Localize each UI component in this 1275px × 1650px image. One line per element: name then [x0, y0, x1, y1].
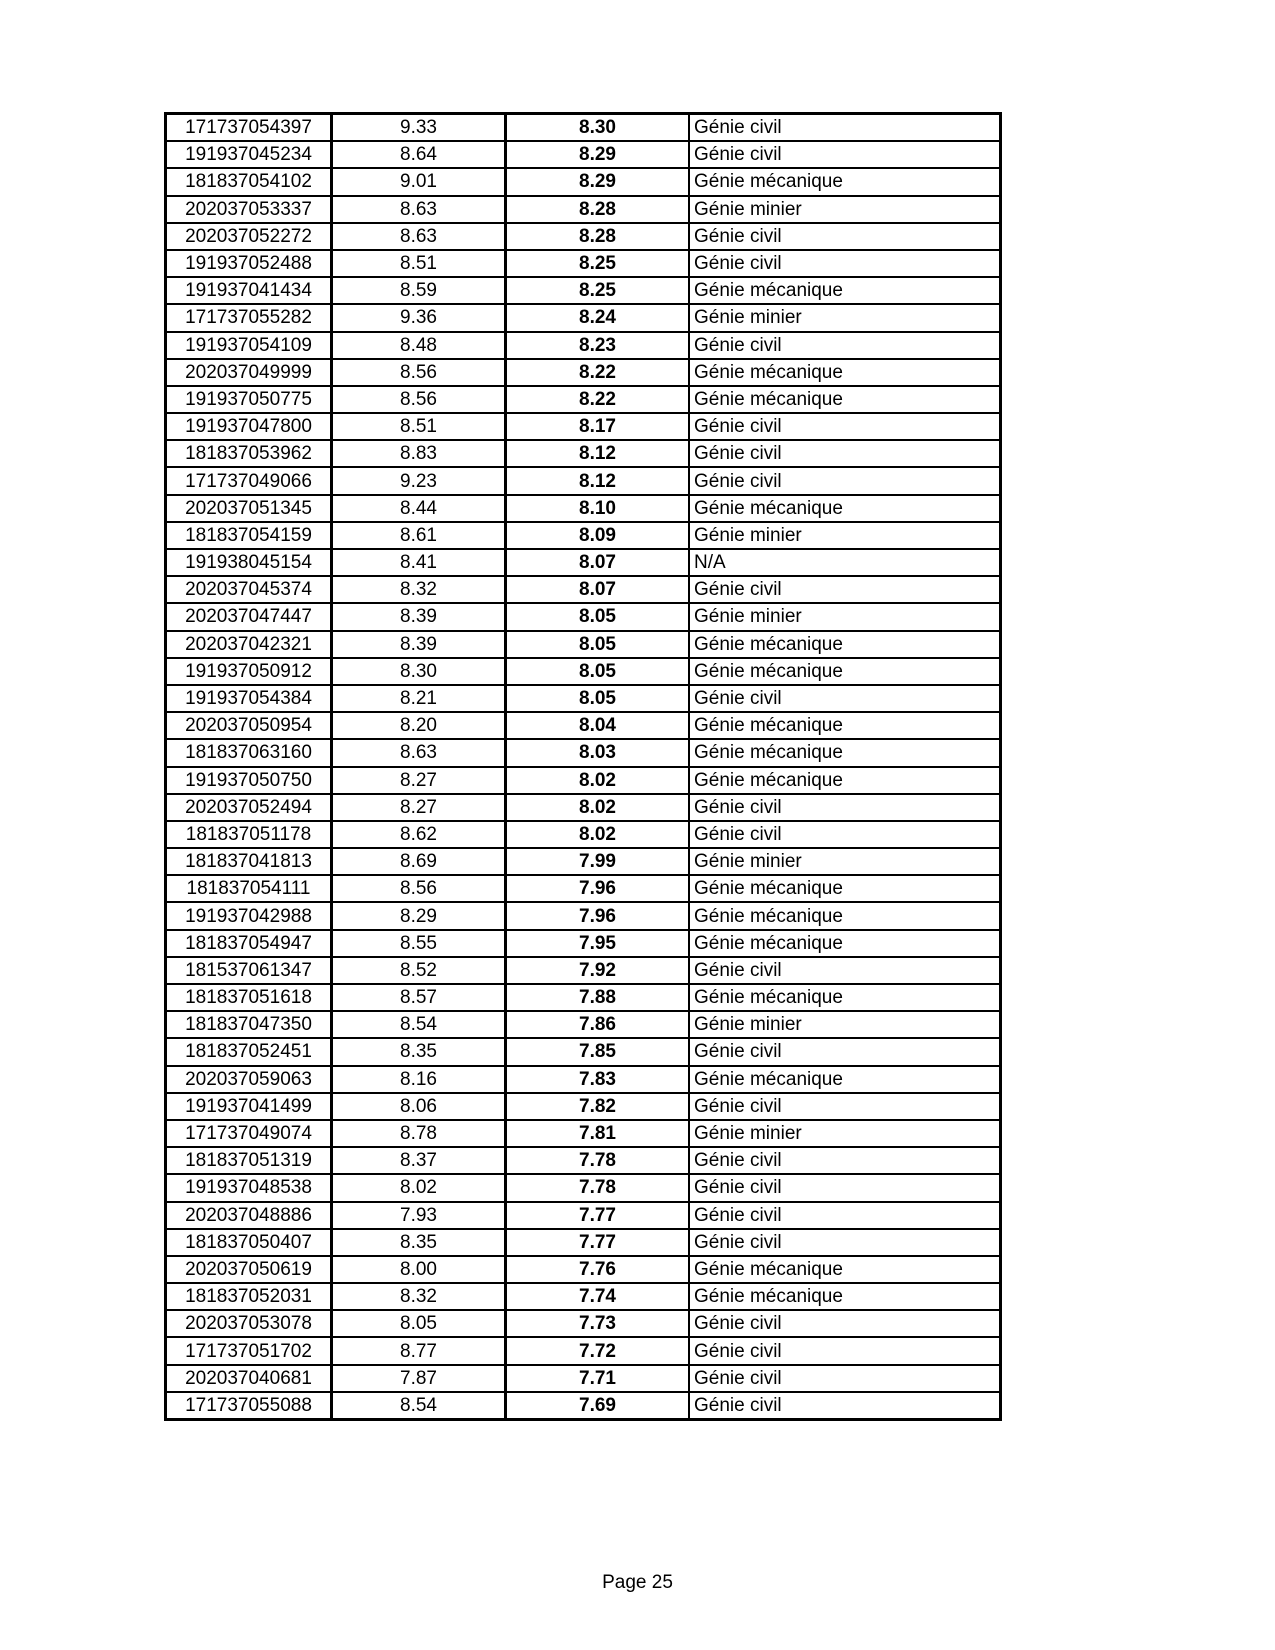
final-grade-cell: 7.81 [506, 1120, 690, 1147]
table-row [166, 250, 1001, 277]
grade-cell: 8.27 [332, 794, 506, 821]
student-id-cell: 202037040681 [166, 1365, 332, 1392]
field-cell: Génie mécanique [689, 359, 1001, 386]
field-cell: Génie mécanique [689, 930, 1001, 957]
grade-cell: 8.39 [332, 603, 506, 630]
field-cell: Génie mécanique [689, 168, 1001, 195]
grade-cell: 8.57 [332, 984, 506, 1011]
grade-cell: 8.06 [332, 1093, 506, 1120]
final-grade-cell: 8.10 [506, 495, 690, 522]
student-id-cell: 181537061347 [166, 957, 332, 984]
final-grade-cell: 8.23 [506, 332, 690, 359]
grade-cell: 9.23 [332, 467, 506, 494]
student-id-cell: 181837054111 [166, 875, 332, 902]
field-cell: Génie civil [689, 1174, 1001, 1201]
field-cell: Génie minier [689, 304, 1001, 331]
field-cell: Génie civil [689, 141, 1001, 168]
student-id-cell: 171737055088 [166, 1392, 332, 1420]
final-grade-cell: 8.07 [506, 576, 690, 603]
final-grade-cell: 8.29 [506, 168, 690, 195]
field-cell: Génie civil [689, 957, 1001, 984]
table-row [166, 223, 1001, 250]
final-grade-cell: 7.99 [506, 848, 690, 875]
field-cell: Génie civil [689, 467, 1001, 494]
student-id-cell: 202037052272 [166, 223, 332, 250]
grade-cell: 8.37 [332, 1147, 506, 1174]
field-cell: Génie civil [689, 223, 1001, 250]
student-id-cell: 202037052494 [166, 794, 332, 821]
table-row [166, 1365, 1001, 1392]
student-id-cell: 202037045374 [166, 576, 332, 603]
grade-cell: 9.01 [332, 168, 506, 195]
final-grade-cell: 8.28 [506, 196, 690, 223]
final-grade-cell: 8.12 [506, 440, 690, 467]
grade-cell: 8.39 [332, 631, 506, 658]
final-grade-cell: 7.78 [506, 1174, 690, 1201]
page-number: Page 25 [602, 1572, 673, 1593]
final-grade-cell: 7.92 [506, 957, 690, 984]
field-cell: N/A [689, 549, 1001, 576]
student-id-cell: 191937045234 [166, 141, 332, 168]
table-row [166, 332, 1001, 359]
grade-cell: 8.54 [332, 1011, 506, 1038]
final-grade-cell: 7.86 [506, 1011, 690, 1038]
grade-cell: 8.29 [332, 902, 506, 929]
table-row [166, 685, 1001, 712]
field-cell: Génie civil [689, 1093, 1001, 1120]
final-grade-cell: 7.77 [506, 1229, 690, 1256]
table-row [166, 359, 1001, 386]
table-row [166, 821, 1001, 848]
field-cell: Génie mécanique [689, 739, 1001, 766]
student-id-cell: 191938045154 [166, 549, 332, 576]
table-row [166, 467, 1001, 494]
grade-cell: 8.51 [332, 250, 506, 277]
grade-cell: 8.00 [332, 1256, 506, 1283]
student-id-cell: 202037049999 [166, 359, 332, 386]
table-row [166, 603, 1001, 630]
table-row [166, 739, 1001, 766]
grade-cell: 8.52 [332, 957, 506, 984]
table-row [166, 549, 1001, 576]
student-id-cell: 202037059063 [166, 1066, 332, 1093]
student-id-cell: 181837054159 [166, 522, 332, 549]
final-grade-cell: 8.29 [506, 141, 690, 168]
grade-cell: 9.36 [332, 304, 506, 331]
grade-cell: 8.32 [332, 576, 506, 603]
table-row [166, 848, 1001, 875]
final-grade-cell: 8.05 [506, 603, 690, 630]
field-cell: Génie minier [689, 1011, 1001, 1038]
table-row [166, 1392, 1001, 1420]
student-id-cell: 181837051319 [166, 1147, 332, 1174]
field-cell: Génie mécanique [689, 658, 1001, 685]
table-row [166, 576, 1001, 603]
table-row [166, 1147, 1001, 1174]
final-grade-cell: 8.25 [506, 277, 690, 304]
final-grade-cell: 8.05 [506, 658, 690, 685]
field-cell: Génie minier [689, 603, 1001, 630]
results-table-body [166, 114, 1001, 1420]
field-cell: Génie civil [689, 1365, 1001, 1392]
final-grade-cell: 7.96 [506, 875, 690, 902]
table-row [166, 631, 1001, 658]
student-id-cell: 191937041499 [166, 1093, 332, 1120]
grade-cell: 8.62 [332, 821, 506, 848]
grade-cell: 8.63 [332, 223, 506, 250]
grade-cell: 8.63 [332, 196, 506, 223]
table-row [166, 1038, 1001, 1065]
table-row [166, 413, 1001, 440]
field-cell: Génie civil [689, 1038, 1001, 1065]
table-row [166, 277, 1001, 304]
student-id-cell: 191937050750 [166, 767, 332, 794]
grade-cell: 8.78 [332, 1120, 506, 1147]
field-cell: Génie civil [689, 821, 1001, 848]
student-id-cell: 191937054384 [166, 685, 332, 712]
table-row [166, 522, 1001, 549]
final-grade-cell: 8.07 [506, 549, 690, 576]
field-cell: Génie mécanique [689, 631, 1001, 658]
field-cell: Génie mécanique [689, 495, 1001, 522]
final-grade-cell: 8.02 [506, 821, 690, 848]
grade-cell: 8.35 [332, 1038, 506, 1065]
grade-cell: 8.48 [332, 332, 506, 359]
table-row [166, 1256, 1001, 1283]
table-row [166, 1337, 1001, 1364]
final-grade-cell: 8.09 [506, 522, 690, 549]
student-id-cell: 191937048538 [166, 1174, 332, 1201]
grade-cell: 8.21 [332, 685, 506, 712]
field-cell: Génie minier [689, 522, 1001, 549]
field-cell: Génie mécanique [689, 712, 1001, 739]
field-cell: Génie civil [689, 685, 1001, 712]
student-id-cell: 191937042988 [166, 902, 332, 929]
student-id-cell: 202037053078 [166, 1310, 332, 1337]
grade-cell: 8.61 [332, 522, 506, 549]
table-row [166, 1202, 1001, 1229]
field-cell: Génie civil [689, 440, 1001, 467]
student-id-cell: 191937054109 [166, 332, 332, 359]
table-row [166, 712, 1001, 739]
student-id-cell: 202037053337 [166, 196, 332, 223]
table-row [166, 1174, 1001, 1201]
results-table [164, 112, 1002, 1421]
table-row [166, 1011, 1001, 1038]
grade-cell: 8.35 [332, 1229, 506, 1256]
table-row [166, 495, 1001, 522]
grade-cell: 8.54 [332, 1392, 506, 1420]
field-cell: Génie civil [689, 1337, 1001, 1364]
table-row [166, 1310, 1001, 1337]
table-row [166, 767, 1001, 794]
table-row [166, 168, 1001, 195]
student-id-cell: 181837053962 [166, 440, 332, 467]
grade-cell: 8.56 [332, 386, 506, 413]
table-row [166, 304, 1001, 331]
student-id-cell: 181837041813 [166, 848, 332, 875]
field-cell: Génie civil [689, 413, 1001, 440]
grade-cell: 7.93 [332, 1202, 506, 1229]
grade-cell: 8.51 [332, 413, 506, 440]
student-id-cell: 181837052031 [166, 1283, 332, 1310]
final-grade-cell: 7.71 [506, 1365, 690, 1392]
field-cell: Génie minier [689, 1120, 1001, 1147]
final-grade-cell: 8.12 [506, 467, 690, 494]
field-cell: Génie minier [689, 196, 1001, 223]
final-grade-cell: 7.85 [506, 1038, 690, 1065]
field-cell: Génie civil [689, 250, 1001, 277]
table-row [166, 1229, 1001, 1256]
student-id-cell: 202037047447 [166, 603, 332, 630]
final-grade-cell: 8.04 [506, 712, 690, 739]
field-cell: Génie civil [689, 1147, 1001, 1174]
student-id-cell: 191937041434 [166, 277, 332, 304]
final-grade-cell: 8.05 [506, 685, 690, 712]
grade-cell: 8.32 [332, 1283, 506, 1310]
field-cell: Génie civil [689, 576, 1001, 603]
final-grade-cell: 7.95 [506, 930, 690, 957]
grade-cell: 7.87 [332, 1365, 506, 1392]
final-grade-cell: 7.88 [506, 984, 690, 1011]
table-row [166, 875, 1001, 902]
student-id-cell: 202037048886 [166, 1202, 332, 1229]
grade-cell: 8.16 [332, 1066, 506, 1093]
table-row [166, 984, 1001, 1011]
final-grade-cell: 7.74 [506, 1283, 690, 1310]
final-grade-cell: 7.69 [506, 1392, 690, 1420]
field-cell: Génie mécanique [689, 875, 1001, 902]
grade-cell: 8.20 [332, 712, 506, 739]
final-grade-cell: 7.77 [506, 1202, 690, 1229]
field-cell: Génie mécanique [689, 386, 1001, 413]
table-row [166, 1283, 1001, 1310]
grade-cell: 8.69 [332, 848, 506, 875]
field-cell: Génie mécanique [689, 902, 1001, 929]
final-grade-cell: 8.25 [506, 250, 690, 277]
student-id-cell: 181837051178 [166, 821, 332, 848]
table-row [166, 1093, 1001, 1120]
final-grade-cell: 7.72 [506, 1337, 690, 1364]
table-row [166, 902, 1001, 929]
final-grade-cell: 8.02 [506, 767, 690, 794]
student-id-cell: 171737049066 [166, 467, 332, 494]
field-cell: Génie mécanique [689, 277, 1001, 304]
table-row [166, 957, 1001, 984]
grade-cell: 8.63 [332, 739, 506, 766]
results-table-container [164, 112, 1002, 1421]
grade-cell: 8.59 [332, 277, 506, 304]
student-id-cell: 181837051618 [166, 984, 332, 1011]
student-id-cell: 171737049074 [166, 1120, 332, 1147]
final-grade-cell: 7.76 [506, 1256, 690, 1283]
final-grade-cell: 7.96 [506, 902, 690, 929]
table-row [166, 440, 1001, 467]
student-id-cell: 181837054947 [166, 930, 332, 957]
final-grade-cell: 7.83 [506, 1066, 690, 1093]
grade-cell: 8.83 [332, 440, 506, 467]
student-id-cell: 171737054397 [166, 114, 332, 142]
student-id-cell: 191937052488 [166, 250, 332, 277]
grade-cell: 8.44 [332, 495, 506, 522]
table-row [166, 141, 1001, 168]
student-id-cell: 202037051345 [166, 495, 332, 522]
student-id-cell: 191937050775 [166, 386, 332, 413]
grade-cell: 8.77 [332, 1337, 506, 1364]
field-cell: Génie mécanique [689, 1066, 1001, 1093]
table-row [166, 386, 1001, 413]
grade-cell: 8.05 [332, 1310, 506, 1337]
grade-cell: 8.02 [332, 1174, 506, 1201]
final-grade-cell: 8.22 [506, 359, 690, 386]
student-id-cell: 191937050912 [166, 658, 332, 685]
final-grade-cell: 8.17 [506, 413, 690, 440]
field-cell: Génie mécanique [689, 767, 1001, 794]
field-cell: Génie civil [689, 1392, 1001, 1420]
field-cell: Génie civil [689, 332, 1001, 359]
table-row [166, 1120, 1001, 1147]
table-row [166, 930, 1001, 957]
final-grade-cell: 8.30 [506, 114, 690, 142]
field-cell: Génie mécanique [689, 1256, 1001, 1283]
table-row [166, 794, 1001, 821]
field-cell: Génie civil [689, 114, 1001, 142]
student-id-cell: 181837047350 [166, 1011, 332, 1038]
grade-cell: 8.56 [332, 359, 506, 386]
grade-cell: 8.55 [332, 930, 506, 957]
table-row [166, 114, 1001, 142]
field-cell: Génie civil [689, 1310, 1001, 1337]
field-cell: Génie civil [689, 1229, 1001, 1256]
student-id-cell: 191937047800 [166, 413, 332, 440]
final-grade-cell: 7.78 [506, 1147, 690, 1174]
table-row [166, 658, 1001, 685]
table-row [166, 196, 1001, 223]
student-id-cell: 171737055282 [166, 304, 332, 331]
student-id-cell: 181837054102 [166, 168, 332, 195]
student-id-cell: 202037050954 [166, 712, 332, 739]
student-id-cell: 171737051702 [166, 1337, 332, 1364]
grade-cell: 8.64 [332, 141, 506, 168]
final-grade-cell: 8.28 [506, 223, 690, 250]
grade-cell: 8.56 [332, 875, 506, 902]
table-row [166, 1066, 1001, 1093]
final-grade-cell: 7.82 [506, 1093, 690, 1120]
student-id-cell: 202037042321 [166, 631, 332, 658]
grade-cell: 9.33 [332, 114, 506, 142]
student-id-cell: 181837052451 [166, 1038, 332, 1065]
field-cell: Génie civil [689, 1202, 1001, 1229]
student-id-cell: 181837063160 [166, 739, 332, 766]
grade-cell: 8.30 [332, 658, 506, 685]
field-cell: Génie mécanique [689, 984, 1001, 1011]
grade-cell: 8.41 [332, 549, 506, 576]
field-cell: Génie mécanique [689, 1283, 1001, 1310]
student-id-cell: 202037050619 [166, 1256, 332, 1283]
final-grade-cell: 7.73 [506, 1310, 690, 1337]
grade-cell: 8.27 [332, 767, 506, 794]
student-id-cell: 181837050407 [166, 1229, 332, 1256]
final-grade-cell: 8.24 [506, 304, 690, 331]
final-grade-cell: 8.22 [506, 386, 690, 413]
final-grade-cell: 8.05 [506, 631, 690, 658]
final-grade-cell: 8.02 [506, 794, 690, 821]
final-grade-cell: 8.03 [506, 739, 690, 766]
field-cell: Génie civil [689, 794, 1001, 821]
field-cell: Génie minier [689, 848, 1001, 875]
